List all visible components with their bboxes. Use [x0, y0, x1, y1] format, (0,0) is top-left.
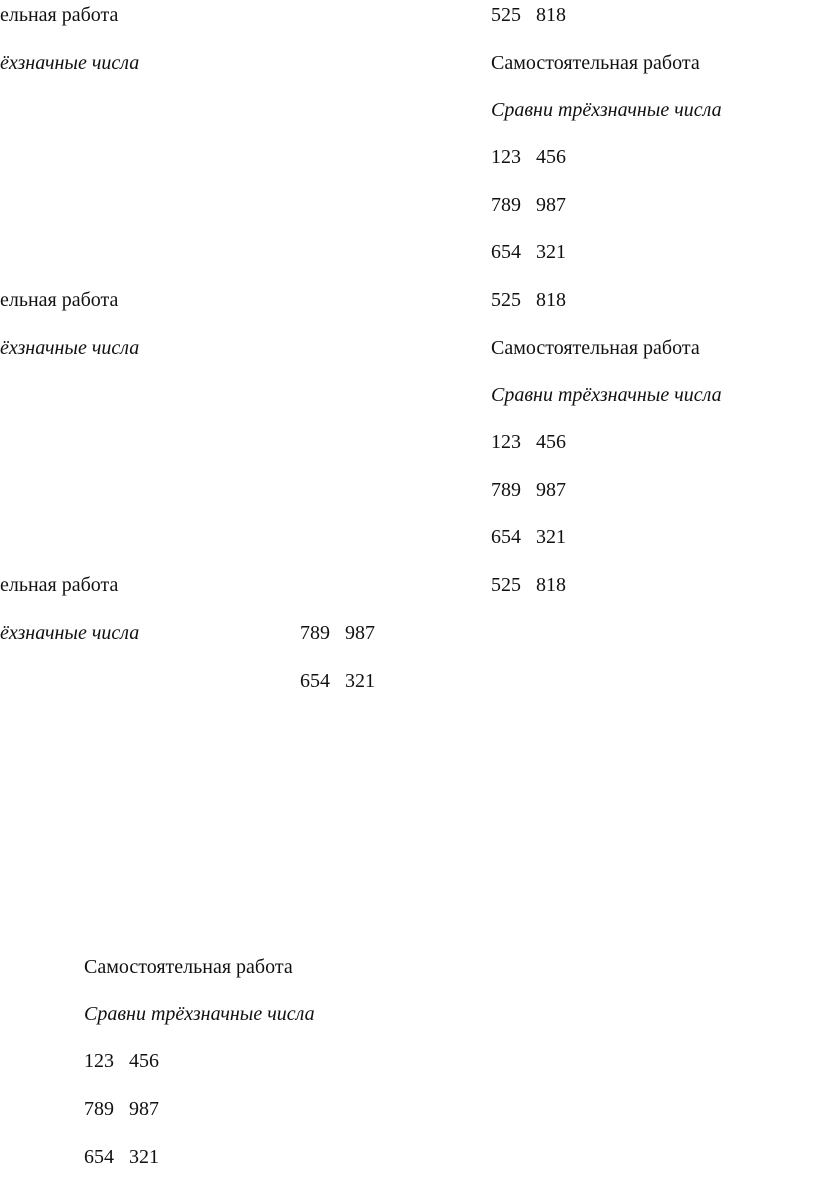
- left-block2-heading: ельная работа: [0, 289, 119, 311]
- right-block1-row-3: 654 321: [491, 241, 566, 263]
- right-block1-row-4: 525 818: [491, 289, 566, 311]
- left-block1-subheading: ёхзначные числа: [0, 52, 140, 74]
- right-block2-row-3: 654 321: [491, 526, 566, 548]
- right-block2-row-1: 123 456: [491, 431, 566, 453]
- middle-row-2: 654 321: [300, 670, 375, 692]
- right-block1-subheading: Сравни трёхзначные числа: [491, 99, 722, 121]
- left-block2-subheading: ёхзначные числа: [0, 337, 140, 359]
- bottom-row-1: 123 456: [84, 1050, 159, 1072]
- right-block1-row-1: 123 456: [491, 146, 566, 168]
- bottom-heading: Самостоятельная работа: [84, 956, 293, 978]
- right-top-pair: 525 818: [491, 4, 566, 26]
- bottom-subheading: Сравни трёхзначные числа: [84, 1003, 315, 1025]
- right-block1-heading: Самостоятельная работа: [491, 52, 700, 74]
- bottom-row-3: 654 321: [84, 1146, 159, 1168]
- left-block3-heading: ельная работа: [0, 574, 119, 596]
- right-block2-subheading: Сравни трёхзначные числа: [491, 384, 722, 406]
- middle-row-1: 789 987: [300, 622, 375, 644]
- left-block1-heading: ельная работа: [0, 4, 119, 26]
- bottom-row-2: 789 987: [84, 1098, 159, 1120]
- right-block2-heading: Самостоятельная работа: [491, 337, 700, 359]
- right-block2-row-2: 789 987: [491, 479, 566, 501]
- left-block3-subheading: ёхзначные числа: [0, 622, 140, 644]
- right-block2-row-4: 525 818: [491, 574, 566, 596]
- right-block1-row-2: 789 987: [491, 194, 566, 216]
